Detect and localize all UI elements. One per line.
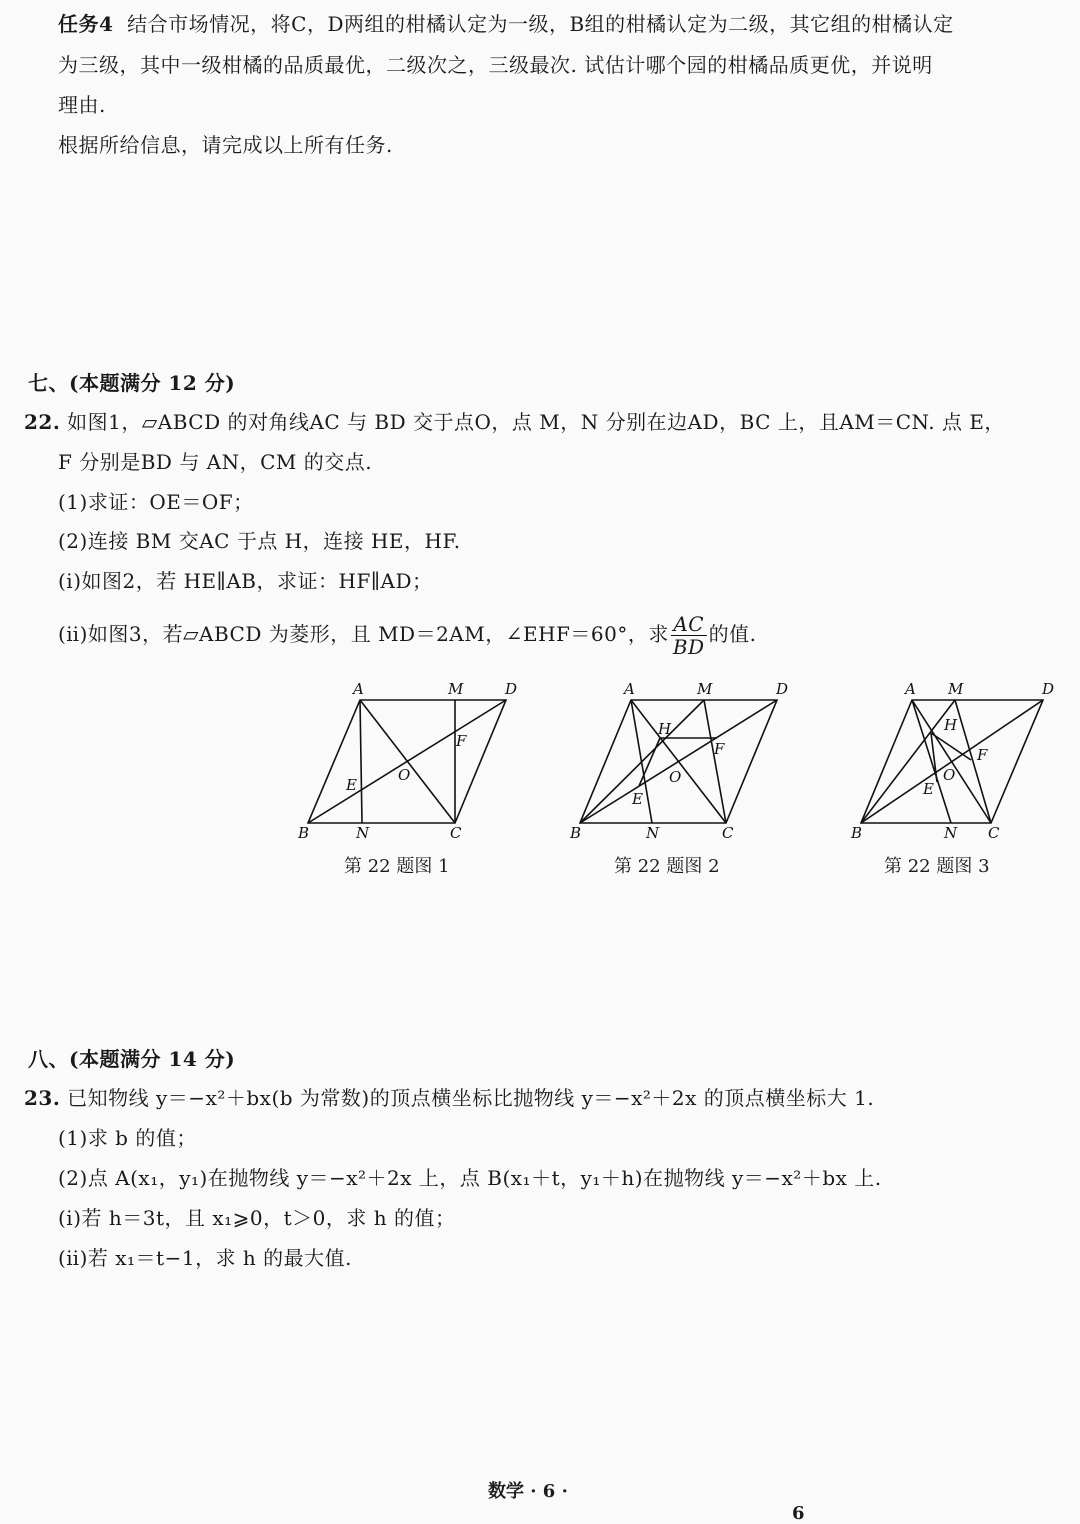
task4-label: 任务4 xyxy=(58,12,114,36)
label-b: B xyxy=(298,824,310,842)
q22-number: 22. xyxy=(24,410,61,434)
fraction-numerator: AC xyxy=(671,613,707,636)
label-e: E xyxy=(346,776,357,794)
section7-header: 七、(本题满分 12 分) xyxy=(28,371,236,395)
q23-line1 xyxy=(24,1084,874,1112)
label-b: B xyxy=(851,824,863,842)
q22-part2ii-tail: 的值. xyxy=(708,622,757,646)
diagonal-bd xyxy=(308,700,506,823)
page-number: 6 xyxy=(792,1503,805,1524)
label-c: C xyxy=(988,824,1000,842)
label-f: F xyxy=(714,740,725,758)
diagonal-bd xyxy=(580,700,777,823)
figure-22-2-caption: 第 22 题图 2 xyxy=(614,856,720,877)
figure-22-1-caption: 第 22 题图 1 xyxy=(344,856,450,877)
label-c: C xyxy=(450,824,462,842)
segment-an xyxy=(360,700,362,823)
task4-line1 xyxy=(58,10,954,38)
task4-line3: 理由. xyxy=(58,93,106,117)
label-e: E xyxy=(632,790,643,808)
fraction-ac-bd xyxy=(671,613,707,658)
label-d: D xyxy=(1042,680,1055,698)
label-d: D xyxy=(505,680,518,698)
q23-number: 23. xyxy=(24,1086,61,1110)
q23-part2i: (ⅰ)若 h＝3t，且 x₁⩾0，t＞0，求 h 的值； xyxy=(58,1206,456,1230)
q23-part2ii: (ⅱ)若 x₁＝t−1，求 h 的最大值. xyxy=(58,1246,353,1270)
label-m: M xyxy=(697,680,713,698)
label-a: A xyxy=(353,680,364,698)
label-b: B xyxy=(570,824,582,842)
figure-22-3-caption: 第 22 题图 3 xyxy=(884,856,990,877)
fraction-denominator: BD xyxy=(672,635,705,659)
q22-line1 xyxy=(24,408,1005,436)
label-h: H xyxy=(944,716,958,734)
label-n: N xyxy=(646,824,660,842)
q23-part1: (1)求 b 的值； xyxy=(58,1126,197,1150)
segment-bm xyxy=(861,700,955,823)
label-h: H xyxy=(658,720,672,738)
label-n: N xyxy=(356,824,370,842)
segment-cm xyxy=(704,700,726,823)
label-n: N xyxy=(944,824,958,842)
q22-part2ii xyxy=(58,608,756,660)
label-f: F xyxy=(456,732,467,750)
task4-line1-text: 结合市场情况，将C，D两组的柑橘认定为一级，B组的柑橘认定为二级，其它组的柑橘认定 xyxy=(127,12,954,36)
section8-header: 八、(本题满分 14 分) xyxy=(28,1047,236,1071)
q22-part2: (2)连接 BM 交AC 于点 H，连接 HE，HF. xyxy=(58,529,461,553)
label-f: F xyxy=(977,746,988,764)
figure-22-2 xyxy=(562,678,802,848)
q22-part1: (1)求证：OE＝OF； xyxy=(58,490,254,514)
q22-line2: F 分别是BD 与 AN，CM 的交点. xyxy=(58,450,373,474)
label-o: O xyxy=(943,766,956,784)
q22-part2i: (ⅰ)如图2，若 HE∥AB，求证：HF∥AD； xyxy=(58,569,433,593)
figure-22-3 xyxy=(843,678,1080,848)
q23-part2: (2)点 A(x₁，y₁)在抛物线 y＝−x²＋2x 上，点 B(x₁＋t，y₁＋h)在抛物线 y＝−x²＋bx 上. xyxy=(58,1166,882,1190)
label-e: E xyxy=(923,780,934,798)
q23-line1-text: 已知物线 y＝−x²＋bx(b 为常数)的顶点横坐标比抛物线 y＝−x²＋2x 的顶点横坐标大 1. xyxy=(67,1086,875,1110)
label-m: M xyxy=(448,680,464,698)
q22-line1-text: 如图1，▱ABCD 的对角线AC 与 BD 交于点O，点 M，N 分别在边AD，BC 上，且AM＝CN. 点 E， xyxy=(67,410,1005,434)
label-m: M xyxy=(948,680,964,698)
label-d: D xyxy=(776,680,789,698)
task4-line2: 为三级，其中一级柑橘的品质最优，二级次之，三级最次. 试估计哪个园的柑橘品质更优，并说明 xyxy=(58,53,933,77)
label-a: A xyxy=(905,680,916,698)
label-o: O xyxy=(398,766,411,784)
q22-part2ii-text: (ⅱ)如图3，若▱ABCD 为菱形，且 MD＝2AM，∠EHF＝60°，求 xyxy=(58,622,669,646)
label-o: O xyxy=(669,768,682,786)
page-footer-subject: 数学 · 6 · xyxy=(488,1481,568,1502)
segment-hf xyxy=(931,733,971,760)
label-c: C xyxy=(722,824,734,842)
figure-22-1 xyxy=(290,678,530,848)
label-a: A xyxy=(624,680,635,698)
task4-line4: 根据所给信息，请完成以上所有任务. xyxy=(58,133,393,157)
